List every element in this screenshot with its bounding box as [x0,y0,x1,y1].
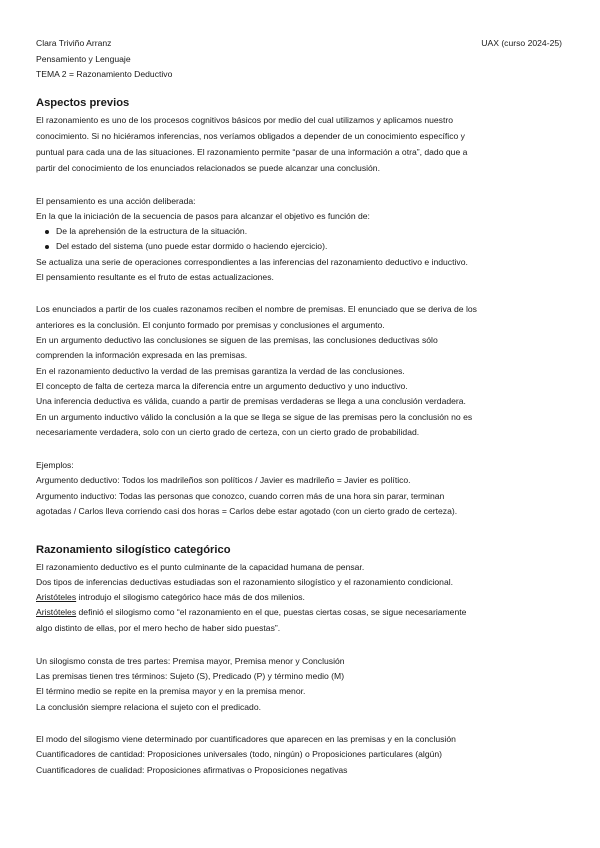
paragraph-line: El pensamiento es una acción deliberada: [36,196,196,206]
paragraph-line: Las premisas tienen tres términos: Sujeto (S), Predicado (P) y término medio (M) [36,671,345,681]
paragraph-line: El razonamiento es uno de los procesos cognitivos básicos por medio del cual utilizamos y aplicamos nuestro [36,115,454,125]
paragraph-line: Una inferencia deductiva es válida, cuando a partir de premisas verdaderas se llega a una conclusión verdadera. [36,396,466,406]
course-label: UAX (curso 2024-25) [481,38,562,48]
paragraph-line [36,607,564,618]
paragraph-line: El razonamiento deductivo es el punto culminante de la capacidad humana de pensar. [36,562,365,572]
subject-label: Pensamiento y Lenguaje [36,54,131,64]
paragraph-line: partir del conocimiento de los enunciados relacionados se puede alcanzar una conclusión. [36,163,380,173]
paragraph-line: conocimiento. Si no hiciéramos inferencias, nos veríamos obligados a depender de un conocimiento específico y [36,131,465,141]
aristoteles-link[interactable]: Aristóteles [36,607,77,617]
paragraph-line: En un argumento inductivo válido la conclusión a la que se llega se sigue de las premisas pero la conclusión no es [36,412,473,422]
paragraph-line: necesariamente verdadera, solo con un cierto grado de certeza, con un cierto grado de probabilidad. [36,427,420,437]
paragraph-line: Ejemplos: [36,460,74,470]
paragraph-line: En la que la iniciación de la secuencia de pasos para alcanzar el objetivo es función de: [36,211,370,221]
paragraph-line: comprenden la información expresada en las premisas. [36,350,248,360]
bullet-icon [45,245,49,249]
paragraph-line: puntual para cada una de las situaciones. El razonamiento permite “pasar de una información a otra”, dado que a [36,147,468,157]
list-item: Del estado del sistema (uno puede estar dormido o haciendo ejercicio). [56,241,328,251]
text-span: definió el silogismo como “el razonamiento en el que, puestas ciertas cosas, se sigue necesariamente [76,607,467,617]
paragraph-line: Argumento inductivo: Todas las personas que conozco, cuando corren más de una hora sin parar, terminan [36,491,445,501]
paragraph-line: El término medio se repite en la premisa mayor y en la premisa menor. [36,686,306,696]
paragraph-line: El pensamiento resultante es el fruto de estas actualizaciones. [36,272,274,282]
section-title-aspectos: Aspectos previos [36,97,130,109]
section-title-silogistico: Razonamiento silogístico categórico [36,544,231,556]
aristoteles-link[interactable]: Aristóteles [36,592,77,602]
author-name: Clara Triviño Arranz [36,38,112,48]
paragraph-line: La conclusión siempre relaciona el sujeto con el predicado. [36,702,262,712]
paragraph-line: El concepto de falta de certeza marca la diferencia entre un argumento deductivo y uno inductivo. [36,381,408,391]
paragraph-line: Se actualiza una serie de operaciones correspondientes a las inferencias del razonamiento deductivo e inductivo. [36,257,468,267]
paragraph-line: Un silogismo consta de tres partes: Premisa mayor, Premisa menor y Conclusión [36,656,345,666]
paragraph-line: Argumento deductivo: Todos los madrileños son políticos / Javier es madrileño = Javier es político. [36,475,411,485]
paragraph-line: agotadas / Carlos lleva corriendo casi dos horas = Carlos debe estar agotado (con un cierto grado de certeza). [36,506,458,516]
text-span: introdujo el silogismo categórico hace más de dos milenios. [76,592,305,602]
paragraph-line: Los enunciados a partir de los cuales razonamos reciben el nombre de premisas. El enunciado que se deriva de los [36,304,477,314]
list-item: De la aprehensión de la estructura de la situación. [56,226,248,236]
topic-label: TEMA 2 = Razonamiento Deductivo [36,69,173,79]
paragraph-line: En un argumento deductivo las conclusiones se siguen de las premisas, las conclusiones deductivas sólo [36,335,438,345]
paragraph-line: Cuantificadores de cualidad: Proposiciones afirmativas o Proposiciones negativas [36,765,348,775]
paragraph-line: Dos tipos de inferencias deductivas estudiadas son el razonamiento silogístico y el razonamiento condicional. [36,577,454,587]
paragraph-line: algo distinto de ellas, por el mero hecho de haber sido puestas”. [36,623,281,633]
paragraph-line [36,592,564,603]
paragraph-line: El modo del silogismo viene determinado por cuantificadores que aparecen en las premisas y en la conclusión [36,734,456,744]
paragraph-line: En el razonamiento deductivo la verdad de las premisas garantiza la verdad de las conclusiones. [36,366,405,376]
paragraph-line: anteriores es la conclusión. El conjunto formado por premisas y conclusiones el argumento. [36,320,385,330]
bullet-icon [45,230,49,234]
paragraph-line: Cuantificadores de cantidad: Proposiciones universales (todo, ningún) o Proposiciones particulares (algún) [36,749,443,759]
